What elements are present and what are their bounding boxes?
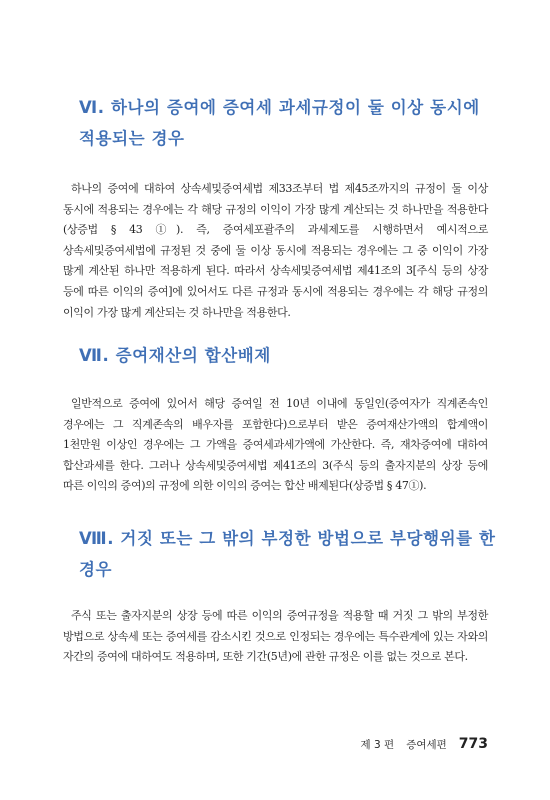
section-8-heading-line1: Ⅷ. 거짓 또는 그 밖의 부정한 방법으로 부당행위를 한 [79,529,496,548]
section-6-heading-line2: 적용되는 경우 [79,129,185,148]
section-7-body: 일반적으로 증여에 있어서 해당 증여일 전 10년 이내에 동일인(증여자가 직계존속인 경우에는 그 직계존속의 배우자를 포함한다)으로부터 받은 증여재산가액의 합계액이 1천만원 이상인 경우에는 그 가액을 증여세과세가액에 가산한다. 즉, 재차증여에 대하여 합산과세를 한다. 그러나 상속세및증여세법 제41조의 3(주식 등의 출자지분의 상장 등에 따른 이익의 증여)의 규정에 의한 이익의 증여는 합산 배제된다(상증법 § 47①). [63,397,488,493]
section-8-body: 주식 또는 출자지분의 상장 등에 따른 이익의 증여규정을 적용할 때 거짓 그 밖의 부정한 방법으로 상속세 또는 증여세를 감소시킨 것으로 인정되는 경우에는 특수관계에 있는 자와의 자간의 증여에 대하여도 적용하며, 또한 기간(5년)에 관한 규정은 이를 없는 것으로 본다. [63,609,488,664]
section-6-body: 하나의 증여에 대하여 상속세및증여세법 제33조부터 법 제45조까지의 규정이 둘 이상 동시에 적용되는 경우에는 각 해당 규정의 이익이 가장 많게 계산되는 것 하나만을 적용한다(상증법 § 43 ①). 즉, 증여세포괄주의 과세제도를 시행하면서 예시적으로 상속세및증여세법에 규정된 것 중에 둘 이상 동시에 적용되는 경우에는 그 중 이익이 가장 많게 계산된 하나만 적용하게 된다. 따라서 상속세및증여세법 제41조의 3[주식 등의 상장 등에 따른 이익의 증여]에 있어서도 다른 규정과 동시에 적용되는 경우에는 각 해당 규정의 이익이 가장 많게 계산되는 것 하나만을 적용한다. [63,182,488,319]
section-8-heading-line2: 경우 [79,560,113,579]
section-6-heading-line1: Ⅵ. 하나의 증여에 증여세 과세규정이 둘 이상 동시에 [79,98,480,117]
section-6-heading [79,92,499,154]
footer-part: 제 3 편 [360,739,395,751]
page-footer [0,733,488,752]
footer-chapter: 증여세편 [406,739,447,751]
page-number: 773 [458,736,488,752]
section-8-heading [79,523,499,585]
section-7-heading: Ⅶ. 증여재산의 합산배제 [79,346,271,365]
